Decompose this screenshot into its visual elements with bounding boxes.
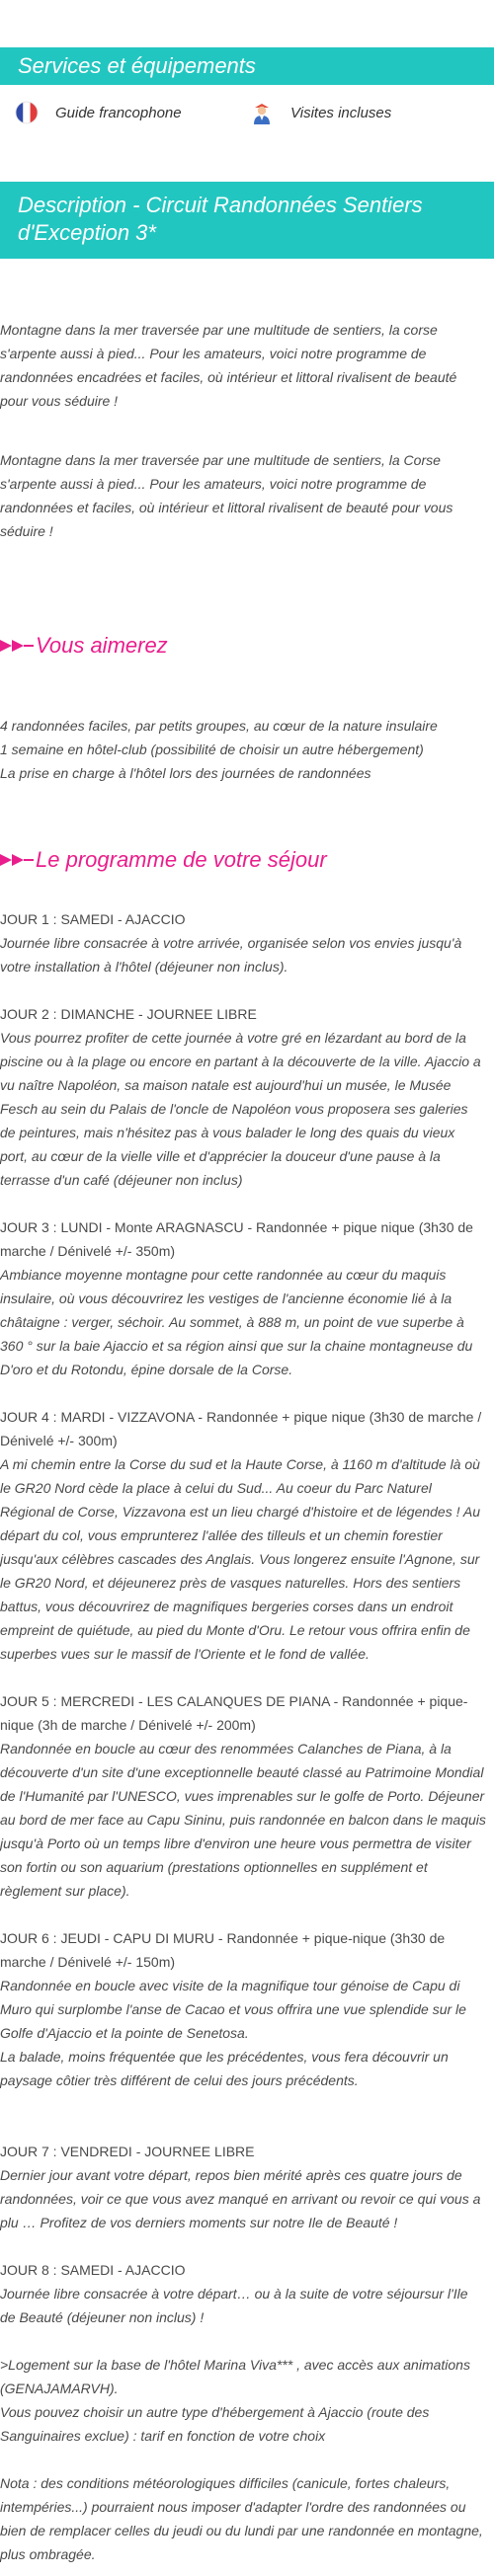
day-title: JOUR 5 : MERCREDI - LES CALANQUES DE PIANA - Randonnée + pique-nique (3h de marche / Dénivelé +/- 200m) xyxy=(0,1693,468,1733)
aimerez-heading xyxy=(0,632,494,660)
day-text: Dernier jour avant votre départ, repos bien mérité après ces quatre jours de randonnées, voir ce que vous avez manqué en arrivant ou revoir ce qui vous a plu … Profitez de vos derniers moments sur notre Ile de Beauté ! xyxy=(0,2167,481,2230)
accommodation-note: >Logement sur la base de l'hôtel Marina Viva*** , avec accès aux animations (GENAJAMARVH). Vous pouvez choisir un autre type d'hébergement à Ajaccio (route des Sanguinaires exclue) : tarif en fonction de votre choix xyxy=(0,2357,470,2444)
day-text: Ambiance moyenne montagne pour cette randonnée au cœur du maquis insulaire, où vous découvrirez les vestiges de l'ancienne économie lié à la châtaigne : verger, séchoir. Au sommet, à 888 m, un point de vue superbe à 360 ° sur la baie Ajaccio et sa région ainsi que sur la chaine montagneuse du D'oro et du Rotondu, épine dorsale de la Corse. xyxy=(0,1267,473,1377)
day-item xyxy=(0,2140,486,2234)
service-label: Guide francophone xyxy=(55,104,182,121)
guide-person-icon xyxy=(247,98,277,127)
spacer xyxy=(0,2116,486,2140)
programme-title: Le programme de votre séjour xyxy=(36,847,327,872)
day-title: JOUR 7 : VENDREDI - JOURNEE LIBRE xyxy=(0,2144,255,2159)
weather-note: Nota : des conditions météorologiques difficiles (canicule, fortes chaleurs, intempéries...) pourraient nous imposer d'adapter l'ordre des randonnées ou bien de remplacer celles du jeudi ou du lundi par une randonnée en montagne, plus ombragée. xyxy=(0,2475,483,2562)
day-title: JOUR 4 : MARDI - VIZZAVONA - Randonnée + pique nique (3h30 de marche / Dénivelé +/- 300m) xyxy=(0,1409,482,1448)
day-title: JOUR 2 : DIMANCHE - JOURNEE LIBRE xyxy=(0,1006,257,1022)
day-item xyxy=(0,1689,486,1903)
day-item xyxy=(0,1002,486,1192)
list-item: 1 semaine en hôtel-club (possibilité de choisir un autre hébergement) xyxy=(0,742,424,757)
description-paragraph-2: Montagne dans la mer traversée par une multitude de sentiers, la Corse s'arpente aussi à pied... Pour les amateurs, voici notre programme de randonnées et faciles, où intérieur et littoral rivalisent de beauté pour vous séduire ! xyxy=(0,452,453,539)
services-banner xyxy=(0,47,494,85)
day-text: Randonnée en boucle avec visite de la magnifique tour génoise de Capu di Muro qui surplombe l'anse de Cacao et vous offrira une vue splendide sur le Golfe d'Ajaccio et la pointe de Senetosa. La balade, moins fréquentée que les précédentes, vous fera découvrir un paysage côtier très différent de celui des jours précédents. xyxy=(0,1978,466,2088)
service-item-visits xyxy=(247,98,482,127)
service-label: Visites incluses xyxy=(290,104,392,121)
aimerez-title: Vous aimerez xyxy=(36,633,168,658)
aimerez-list xyxy=(0,714,486,785)
day-title: JOUR 3 : LUNDI - Monte ARAGNASCU - Randonnée + pique nique (3h30 de marche / Dénivelé +/- 350m) xyxy=(0,1219,473,1259)
day-item xyxy=(0,1405,486,1666)
day-title: JOUR 1 : SAMEDI - AJACCIO xyxy=(0,911,186,927)
day-text: Journée libre consacrée à votre arrivée, organisée selon vos envies jusqu'à votre installation à l'hôtel (déjeuner non inclus). xyxy=(0,935,462,975)
service-item-guide xyxy=(12,98,247,127)
list-item: La prise en charge à l'hôtel lors des journées de randonnées xyxy=(0,765,371,781)
day-text: Vous pourrez profiter de cette journée à votre gré en lézardant au bord de la piscine ou à la plage ou encore en partant à la découverte de la ville. Ajaccio a vu naître Napoléon, sa maison natale est aujourd'hui un musée, le Musée Fesch au sein du Palais de l'oncle de Napoléon vous proposera ses galeries de peintures, mais n'hésitez pas à vous balader le long des quais du vieux port, au cœur de la vielle ville et d'apprécier la douceur d'une pause à la terrasse d'un café (déjeuner non inclus) xyxy=(0,1030,481,1188)
day-item xyxy=(0,907,486,978)
day-text: Journée libre consacrée à votre départ… ou à la suite de votre séjoursur l'Ile de Beauté (déjeuner non inclus) ! xyxy=(0,2286,468,2325)
day-title: JOUR 8 : SAMEDI - AJACCIO xyxy=(0,2262,186,2278)
description-paragraph-1: Montagne dans la mer traversée par une multitude de sentiers, la corse s'arpente aussi à pied... Pour les amateurs, voici notre programme de randonnées encadrées et faciles, où intérieur et littoral rivalisent de beauté pour vous séduire ! xyxy=(0,322,457,409)
programme-heading xyxy=(0,846,494,874)
list-item: 4 randonnées faciles, par petits groupes, au cœur de la nature insulaire xyxy=(0,718,438,734)
double-arrow-icon xyxy=(0,853,34,867)
day-item xyxy=(0,2258,486,2329)
services-list xyxy=(0,85,494,140)
description-banner xyxy=(0,182,494,259)
programme-days xyxy=(0,907,486,2566)
services-title: Services et équipements xyxy=(18,53,256,78)
description-title: Description - Circuit Randonnées Sentiers d'Exception 3* xyxy=(18,193,423,245)
day-title: JOUR 6 : JEUDI - CAPU DI MURU - Randonnée + pique-nique (3h30 de marche / Dénivelé +/- 150m) xyxy=(0,1930,446,1970)
day-text: A mi chemin entre la Corse du sud et la Haute Corse, à 1160 m d'altitude là où le GR20 Nord cède la place à celui du Sud... Au coeur du Parc Naturel Régional de Corse, Vizzavona est un lieu chargé d'histoire et de légendes ! Au départ du col, vous emprunterez l'allée des tilleuls et un chemin forestier jusqu'aux célèbres cascades des Anglais. Vous longerez ensuite l'Agnone, sur le GR20 Nord, et déjeunerez près de vasques naturelles. Hors des sentiers battus, vous découvrirez de magnifiques bergeries corses dans un endroit empreint de quiétude, au pied du Monte d'Oru. Le retour vous offrira enfin de superbes vues sur le massif de l'Oriente et le fond de vallée. xyxy=(0,1456,480,1662)
day-item xyxy=(0,1215,486,1381)
france-flag-icon xyxy=(12,98,41,127)
day-text: Randonnée en boucle au cœur des renommées Calanches de Piana, à la découverte d'un site d'une exceptionnelle beauté classé au Patrimoine Mondial de l'Humanité par l'UNESCO, vues imprenables sur le golfe de Porto. Déjeuner au bord de mer face au Capu Sininu, puis randonnée en balcon dans le maquis jusqu'à Porto où un temps libre d'environ une heure vous permettra de visiter son fortin ou son aquarium (prestations optionnelles en supplément et règlement sur place). xyxy=(0,1741,486,1899)
day-item xyxy=(0,1926,486,2092)
double-arrow-icon xyxy=(0,639,34,653)
